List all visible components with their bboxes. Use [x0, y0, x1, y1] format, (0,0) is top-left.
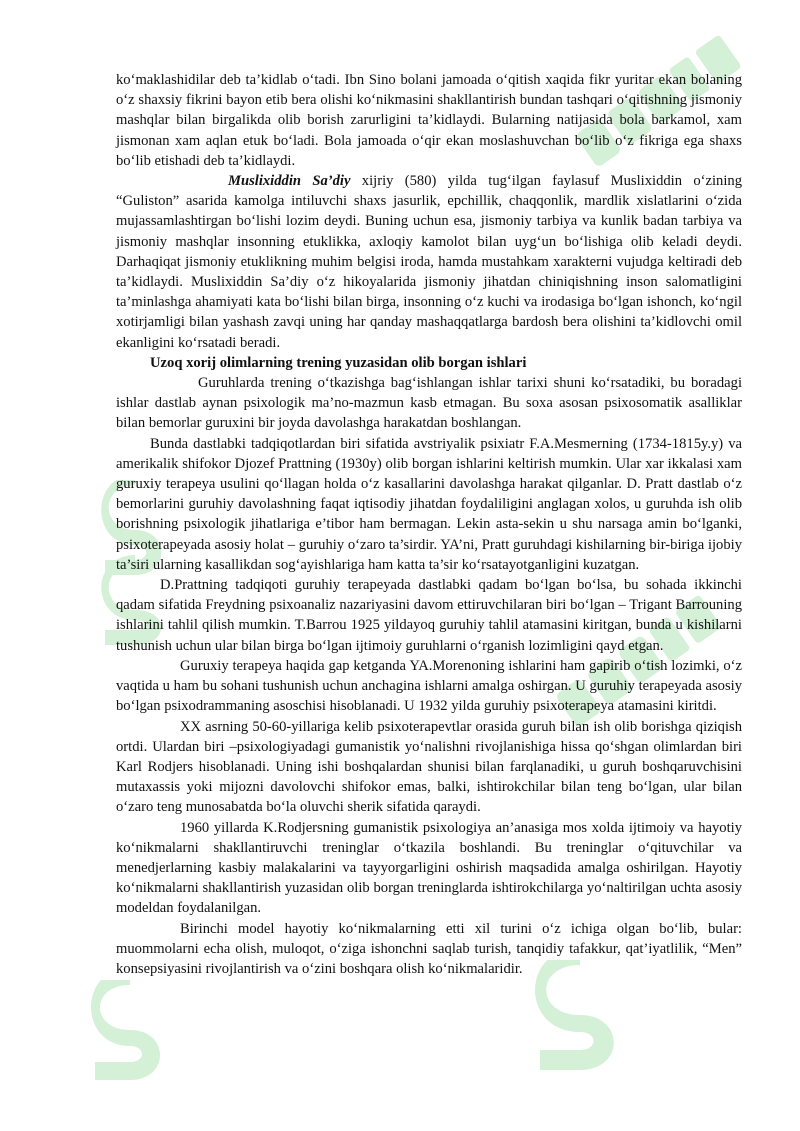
section-heading: Uzoq xorij olimlarning trening yuzasidan olib borgan ishlari: [150, 354, 527, 371]
paragraph-sadiy: [116, 171, 742, 353]
paragraph-mesmer-pratt: Bunda dastlabki tadqiqotlardan biri sifatida avstriyalik psixiatr F.A.Mesmerning (1734-1815y.y) va amerikalik shifokor Djozef Prattning (1930y) olib borgan ishlarini keltirish mumkin. Ular xar ikkalasi xam guruxiy terapeya usulini qo‘llagan holda o‘z kasallarini davolashga harakat qilganlar. D. Pratt dastlab o‘z bemorlarini guruhiy davolashning faqat iqtisodiy jihatdan foydaliligini anglagan xolos, u guruhda ish olib borishning psixologik jihatlariga e’tibor ham bermagan. Lekin asta-sekin u shu narsaga amin bo‘lganki, psixoterapeyada asosiy holat – guruhiy o‘zaro ta’sirdir. YA’ni, Pratt guruhdagi kishilarning bir-biriga ijobiy ta’siri ularning kasallikdan sog‘ayishlariga ham katta ta’sir ko‘rsatayotganligini kuzatgan.: [116, 435, 742, 573]
paragraph-moreno: Guruxiy terapeya haqida gap ketganda YA.Morenoning ishlarini ham gapirib o‘tish lozimki, o‘z vaqtida u ham bu sohani tushunish uchun anchagina ishlarni amalga oshirgan. U guruhiy terapeyada asosiy bo‘lgan psixodrammaning asoschisi hisoblanadi. U 1932 yilda guruhiy psixoterapeya atamasini kiritdi.: [116, 657, 742, 715]
paragraph-barrou: D.Prattning tadqiqoti guruhiy terapeyada dastlabki qadam bo‘lgan bo‘lsa, bu sohada ikkinchi qadam sifatida Freydning psixoanaliz nazariyasini davom ettiruvchilaran biri bo‘lgan – Trigant Barrouning ishlarini tahlil qilish mumkin. T.Barrou 1925 yildayoq guruhiy tahlil atamasini kiritgan, bunda u kishilarni tushunish uchun ular bilan birga bo‘lgan ijtimoiy guruhlarni o‘rganish lozimligini qayd etgan.: [116, 577, 742, 654]
paragraph-1960s: 1960 yillarda K.Rodjersning gumanistik psixologiya an’anasiga mos xolda ijtimoiy va hayotiy ko‘nikmalarni shakllantiruvchi treninglar o‘tkazila boshlandi. Bu treninglar o‘qituvchilar va menedjerlarning kasbiy malakalarini va tayyorgarligini oshirish maqsadida amalga oshirilgan. Hayotiy ko‘nikmalarni shakllantirish yuzasidan olib borgan treninglarda ishtirokchilarga yo‘naltirilgan uchta asosiy modeldan foydalanilgan.: [116, 819, 742, 917]
document-page: [116, 70, 742, 979]
watermark-logo-icon: [520, 960, 640, 1100]
paragraph-ibn-sino: ko‘maklashidilar deb ta’kidlab o‘tadi. Ibn Sino bolani jamoada o‘qitish xaqida fikr yuritar ekan bolaning o‘z shaxsiy fikrini bayon etib bera olishi ko‘nikmasini shakllantirish bundan tashqari o‘qitishning jismoniy mashqlar bilan birgalikda olib borish zarurligini ta’kidlaydi. Bularning natijasida bola barkamol, xam jismonan xam aqlan etuk bo‘ladi. Bola jamoada o‘qir ekan moslashuvchan bo‘lib o‘z fikriga ega shaxs bo‘lib etishadi deb ta’kidlaydi.: [116, 72, 742, 169]
paragraph-first-model: Birinchi model hayotiy ko‘nikmalarning etti xil turini o‘z ichiga olgan bo‘lib, bular: muommolarni echa olish, muloqot, o‘ziga ishonchni saqlab turish, tanqidiy tafakkur, qat’iyatlilik, “Men” konsepsiyasini rivojlantirish va o‘zini boshqara olish ko‘nikmalaridir.: [116, 920, 742, 977]
paragraph-history: Guruhlarda trening o‘tkazishga bag‘ishlangan ishlar tarixi shuni ko‘rsatadiki, bu boradagi ishlar dastlab aynan psixologik ma’no-mazmun kasb etmagan. Bu soxa asosan psixosomatik asalliklar bilan bemorlar guruxini bir joyda davolashga harakatdan boshlangan.: [116, 375, 742, 432]
paragraph-sadiy-text: xijriy (580) yilda tug‘ilgan faylasuf Muslixiddin o‘zining “Guliston” asarida kamolga intiluvchi shaxs jasurlik, epchillik, chaqqonlik, mardlik xislatlarini o‘zida mujassamlashtirgan bo‘lishi lozim deydi. Buning uchun esa, jismoniy tarbiya va kunlik badan tarbiya va jismoniy mashqlar insonning etuklikka, axloqiy kamolot bilan uyg‘un bo‘lishiga olib keladi deydi. Darhaqiqat jismoniy etuklikning muhim belgisi iroda, hamda mustahkam xarakterni vujudga keltiradi deb ta’kidlaydi. Muslixiddin Sa’diy o‘z hikoyalarida jismoniy jihatdan chiniqishning inson salomatligini ta’minlashga ahamiyati kata bo‘lishi bilan birga, insonning o‘z kuchi va irodasiga bo‘lgan ishonch, ko‘ngil xotirjamligi bilan yashash zavqi uning har qanday mashaqqatlarga bardosh bera olishini ta’kidlovchi omil ekanligini ko‘rsatadi beradi.: [116, 173, 742, 351]
paragraph-rodjers: XX asrning 50-60-yillariga kelib psixoterapevtlar orasida guruh bilan ish olib borishga qiziqish ortdi. Ulardan biri –psixologiyadagi gumanistik yo‘nalishni rivojlanishiga hissa qo‘shgan olimlardan biri Karl Rodjers hisoblanadi. Uning ishi boshqalardan shunisi bilan farqlanadiki, u guruh boshqaruvchisini mutaxassis yoki mijozni davolovchi shifokor emas, balki, ishtirokchilar bilan teng bo‘lgan, ular bilan o‘zaro teng munosabatda bo‘la oluvchi sherik sifatida qaraydi.: [116, 718, 742, 816]
watermark-logo-icon: [80, 980, 180, 1120]
author-name-sadiy: Muslixiddin Sa’diy: [228, 173, 351, 190]
